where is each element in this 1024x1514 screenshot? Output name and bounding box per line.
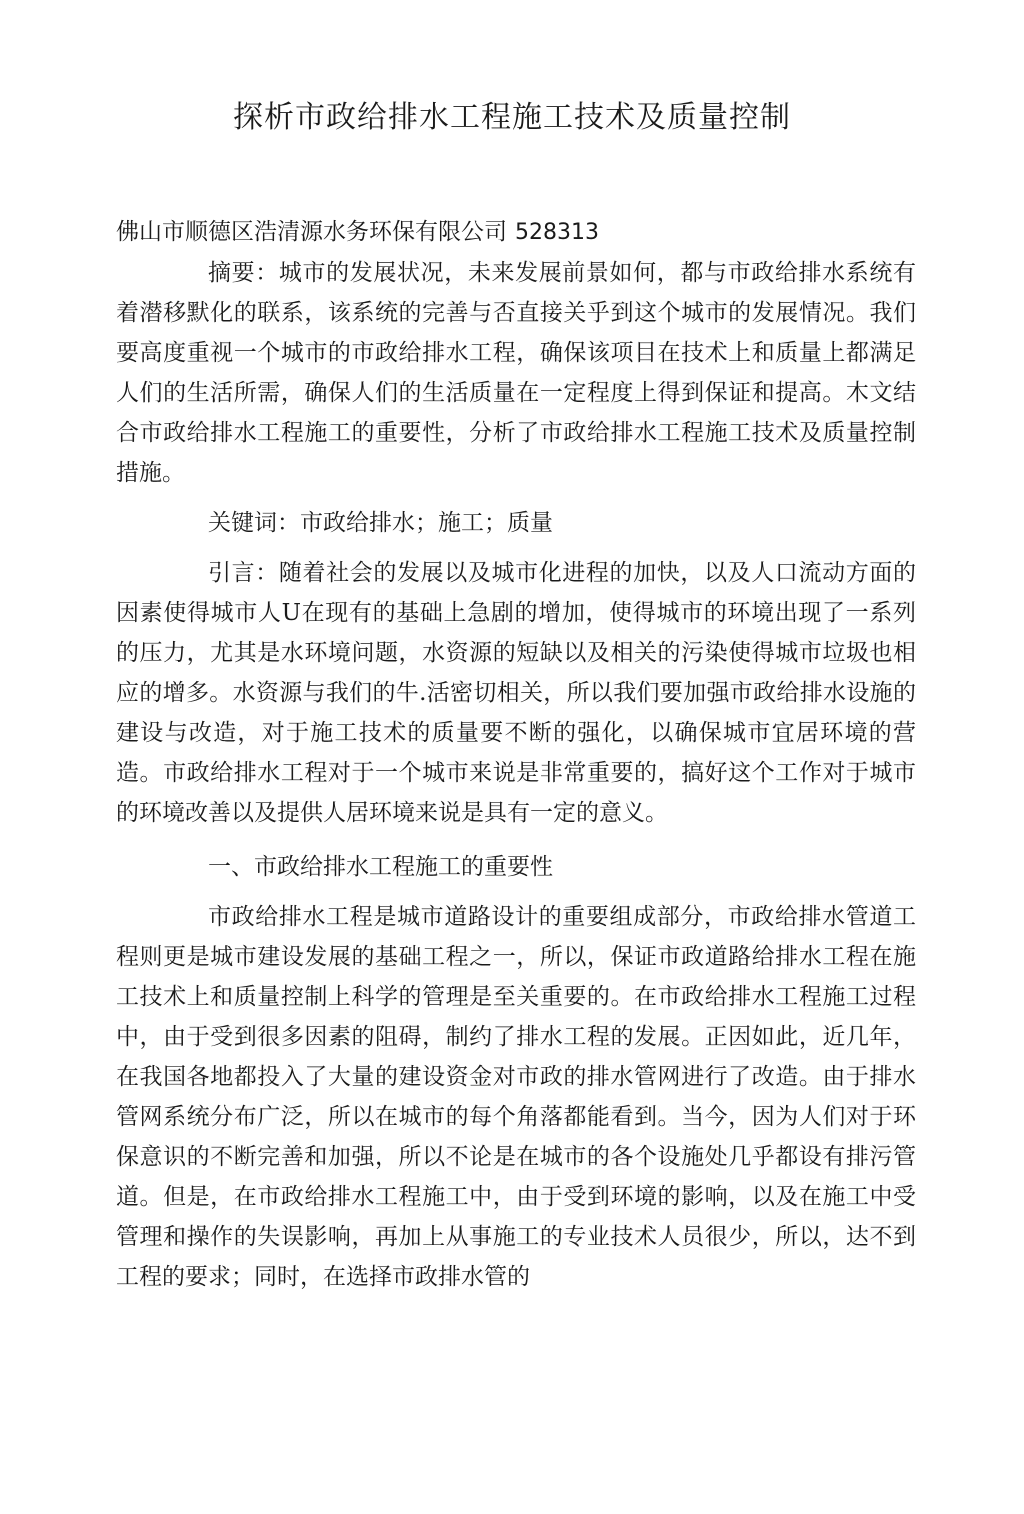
affiliation: 佛山市顺德区浩清源水务环保有限公司 [116,219,507,245]
document-title: 探析市政给排水工程施工技术及质量控制 [233,100,791,135]
document-body [116,212,916,1297]
affiliation-line [116,212,916,253]
introduction-paragraph: 引言：随着社会的发展以及城市化进程的加快，以及人口流动方面的因素使得城市人U在现有的基础上急剧的增加，使得城市的环境出现了一系列的压力，尤其是水环境问题，水资源的短缺以及相关的污染使得城市垃圾也相应的增多。水资源与我们的牛.活密切相关，所以我们要加强市政给排水设施的建设与改造，对于施工技术的质量要不断的强化，以确保城市宜居环境的营造。市政给排水工程对于一个城市来说是非常重要的，搞好这个工作对于城市的环境改善以及提供人居环境来说是具有一定的意义。 [116,560,916,826]
abstract-paragraph: 摘要：城市的发展状况，未来发展前景如何，都与市政给排水系统有着潜移默化的联系，该系统的完善与否直接关乎到这个城市的发展情况。我们要高度重视一个城市的市政给排水工程，确保该项目在技术上和质量上都满足人们的生活所需，确保人们的生活质量在一定程度上得到保证和提高。木文结合市政给排水工程施工的重要性，分析了市政给排水工程施工技术及质量控制措施。 [116,260,916,486]
section-heading: 一、市政给排水工程施工的重要性 [208,854,553,880]
keywords-paragraph: 关键词：市政给排水；施工；质量 [208,510,553,536]
section-paragraph: 市政给排水工程是城市道路设计的重要组成部分，市政给排水管道工程则更是城市建设发展的基础工程之一，所以，保证市政道路给排水工程在施工技术上和质量控制上科学的管理是至关重要的。在市政给排水工程施工过程中，由于受到很多因素的阻碍，制约了排水工程的发展。正因如此，近几年，在我国各地都投入了大量的建设资金对市政的排水管网进行了改造。由于排水管网系统分布广泛，所以在城市的每个角落都能看到。当今，因为人们对于环保意识的不断完善和加强，所以不论是在城市的各个设施处几乎都设有排污管道。但是，在市政给排水工程施工中，由于受到环境的影响，以及在施工中受管理和操作的失误影响，再加上从事施工的专业技术人员很少，所以，达不到工程的要求；同时，在选择市政排水管的 [116,904,916,1290]
postal-code: 528313 [515,220,599,245]
